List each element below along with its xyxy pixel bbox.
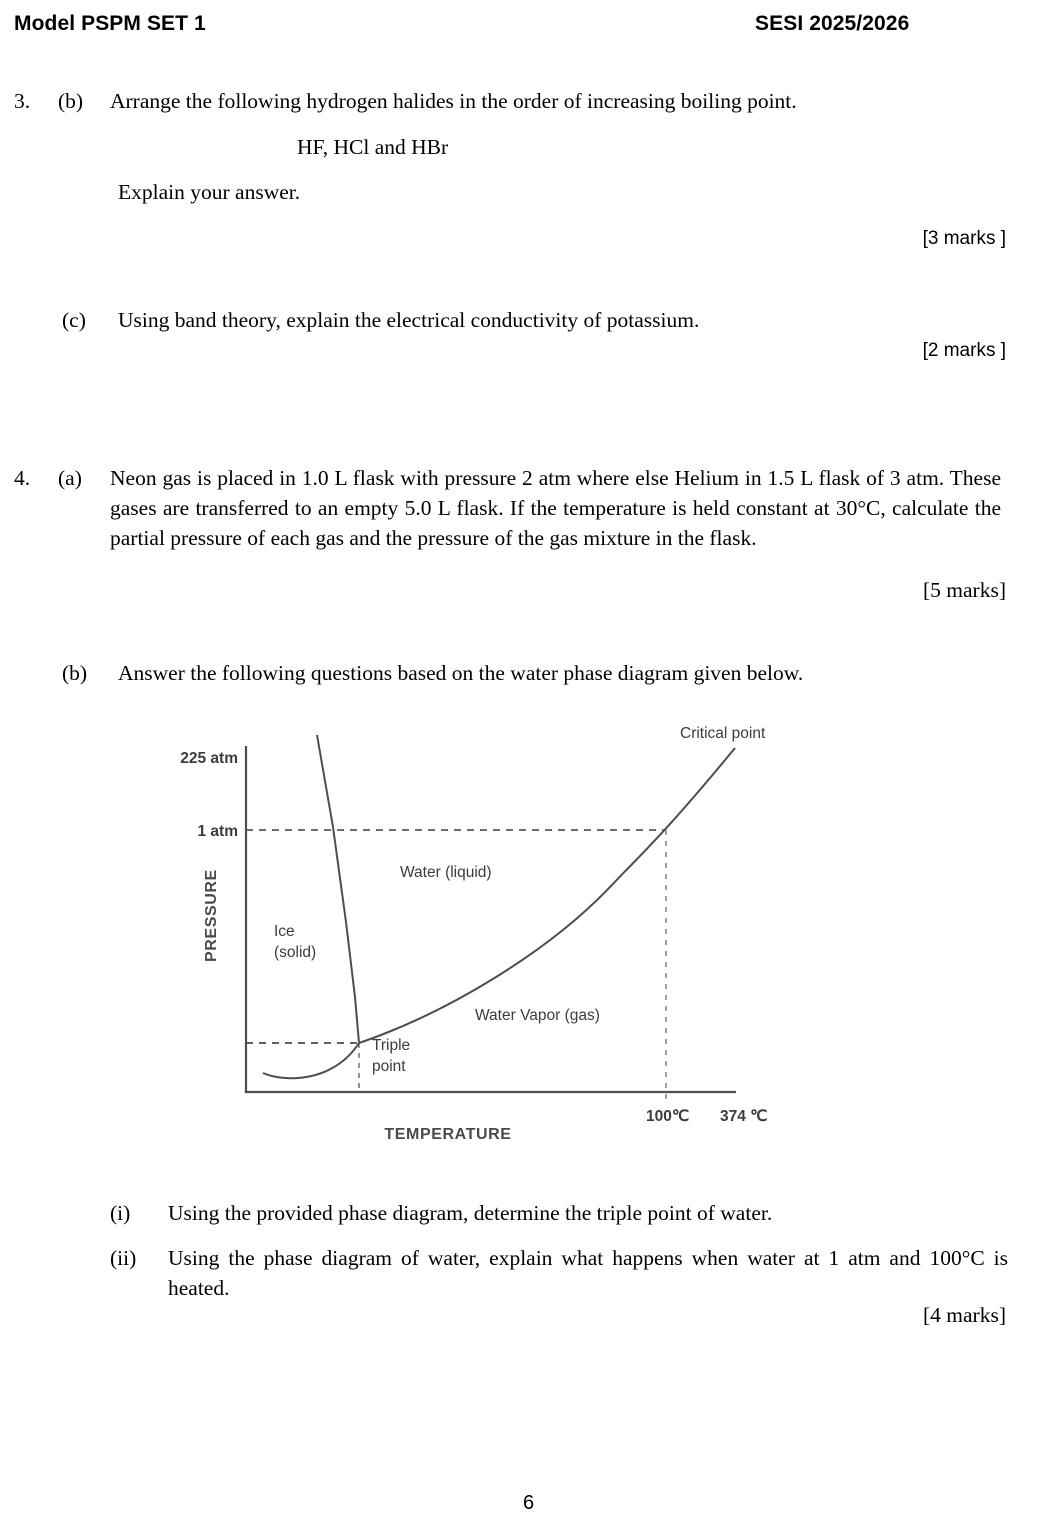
temperature-tick-100c: 100℃ xyxy=(646,1108,690,1125)
question-3b-marks: [3 marks ] xyxy=(922,228,1006,249)
question-4b-text: Answer the following questions based on the water phase diagram given below. xyxy=(118,661,804,685)
question-4a-marks: [5 marks] xyxy=(923,578,1006,602)
region-label-water-vapor: Water Vapor (gas) xyxy=(475,1007,600,1024)
question-4a xyxy=(14,463,1036,553)
triple-point-label-line2: point xyxy=(372,1058,406,1075)
question-4-number: 4. xyxy=(14,466,31,490)
pressure-axis-title: PRESSURE xyxy=(203,869,220,962)
question-4b-sub-i xyxy=(110,1198,1020,1228)
question-4b-marks: [4 marks] xyxy=(923,1303,1006,1327)
question-4b-letter: (b) xyxy=(62,661,88,685)
question-4a-text: Neon gas is placed in 1.0 L flask with pressure 2 atm where else Helium in 1.5 L flask of 3 atm. These gases are transferred to an empty 5.0 L flask. If the temperature is held constant at 30°C, calculate the partial pressure of each gas and the pressure of the gas mixture in the flask. xyxy=(110,466,1001,550)
pressure-tick-1atm: 1 atm xyxy=(197,823,238,840)
question-3b-instruction: Explain your answer. xyxy=(118,180,301,204)
question-4b-sub-ii xyxy=(110,1243,1020,1303)
header-right-title: SESI 2025/2026 xyxy=(755,12,910,35)
page-number: 6 xyxy=(522,1492,535,1514)
header-left-title: Model PSPM SET 1 xyxy=(14,12,206,35)
question-3b-formula: HF, HCl and HBr xyxy=(297,135,449,159)
fusion-curve xyxy=(317,735,359,1043)
question-4a-letter: (a) xyxy=(58,466,82,490)
triple-point-label-line1: Triple xyxy=(372,1037,411,1054)
pressure-tick-225atm: 225 atm xyxy=(180,750,238,767)
question-3c-text: Using band theory, explain the electrical conductivity of potassium. xyxy=(118,308,700,332)
subquestion-ii-text: Using the phase diagram of water, explain what happens when water at 1 atm and 100°C is heated. xyxy=(168,1246,1008,1300)
region-label-ice-line2: (solid) xyxy=(274,944,317,961)
question-3c-letter: (c) xyxy=(62,308,86,332)
region-label-ice-line1: Ice xyxy=(274,923,295,940)
water-phase-diagram xyxy=(150,712,790,1152)
page-header xyxy=(0,8,1057,48)
question-3c xyxy=(62,305,1022,335)
subquestion-i-roman: (i) xyxy=(110,1201,131,1225)
subquestion-i-text: Using the provided phase diagram, determine the triple point of water. xyxy=(168,1201,773,1225)
subquestion-ii-roman: (ii) xyxy=(110,1246,137,1270)
question-3c-marks: [2 marks ] xyxy=(922,340,1006,361)
question-3b-letter: (b) xyxy=(58,89,84,113)
critical-point-label: Critical point xyxy=(680,725,766,742)
question-3b xyxy=(14,86,1034,116)
temperature-tick-374c: 374 ℃ xyxy=(720,1108,768,1125)
region-label-water-liquid: Water (liquid) xyxy=(400,864,492,881)
question-3-number: 3. xyxy=(14,89,31,113)
temperature-axis-title: TEMPERATURE xyxy=(384,1126,512,1143)
question-4b xyxy=(62,658,1022,688)
sublimation-curve xyxy=(263,1043,359,1078)
vaporization-curve xyxy=(359,748,735,1043)
question-3b-text: Arrange the following hydrogen halides in the order of increasing boiling point. xyxy=(110,89,797,113)
